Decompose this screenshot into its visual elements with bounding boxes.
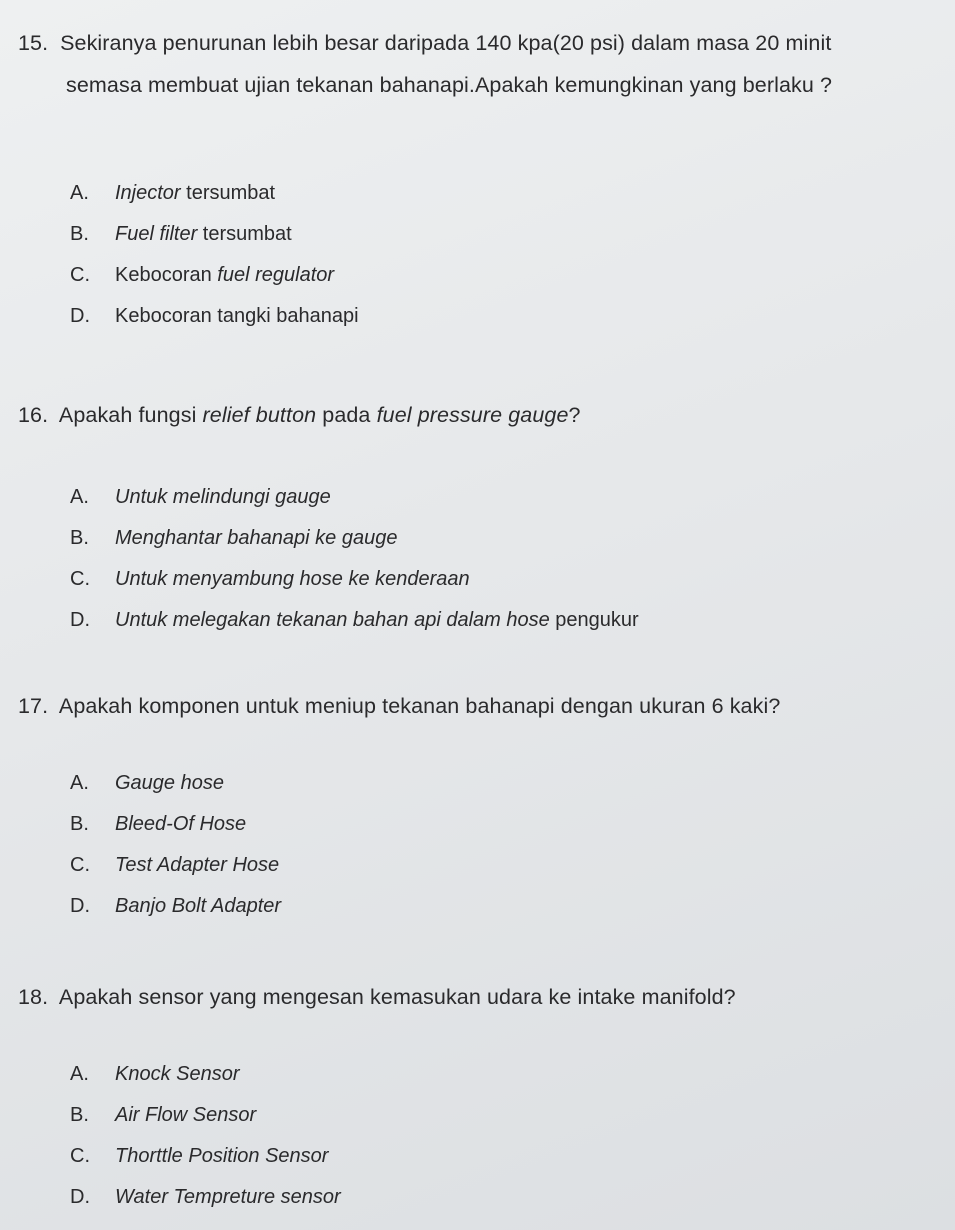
question-number: 15. bbox=[18, 31, 49, 55]
question-term: relief button bbox=[202, 403, 317, 427]
option-a bbox=[70, 763, 890, 804]
option-d bbox=[70, 600, 890, 641]
question-17 bbox=[18, 685, 943, 727]
option-letter: A. bbox=[70, 486, 89, 508]
option-c bbox=[70, 845, 890, 886]
options-17 bbox=[70, 763, 890, 927]
option-letter: B. bbox=[70, 1104, 89, 1126]
option-text: Untuk melegakan tekanan bahan api dalam hose bbox=[115, 609, 550, 631]
option-text: Banjo Bolt Adapter bbox=[115, 895, 282, 917]
option-a bbox=[70, 1054, 890, 1095]
option-text: Knock Sensor bbox=[115, 1063, 240, 1085]
option-letter: D. bbox=[70, 305, 90, 327]
question-term: fuel pressure gauge bbox=[376, 403, 569, 427]
option-letter: B. bbox=[70, 813, 89, 835]
option-letter: C. bbox=[70, 1145, 90, 1167]
question-text: pada bbox=[316, 403, 377, 427]
option-c bbox=[70, 559, 890, 600]
question-text: Apakah komponen untuk meniup tekanan bahanapi dengan ukuran 6 kaki? bbox=[58, 694, 781, 718]
options-18 bbox=[70, 1054, 890, 1218]
option-d bbox=[70, 886, 890, 927]
option-text: Untuk menyambung hose ke kenderaan bbox=[115, 568, 470, 590]
option-text-rest: pengukur bbox=[549, 609, 639, 631]
option-b bbox=[70, 214, 890, 255]
options-16 bbox=[70, 477, 890, 641]
option-letter: A. bbox=[70, 182, 89, 204]
option-c bbox=[70, 255, 890, 296]
option-term: fuel regulator bbox=[217, 264, 335, 286]
option-b bbox=[70, 804, 890, 845]
option-text: Menghantar bahanapi ke gauge bbox=[115, 527, 398, 549]
option-letter: D. bbox=[70, 895, 90, 917]
option-term: Injector bbox=[115, 182, 181, 204]
option-letter: C. bbox=[70, 854, 90, 876]
option-letter: B. bbox=[70, 527, 89, 549]
option-text: Bleed-Of Hose bbox=[115, 813, 247, 835]
option-d bbox=[70, 1177, 890, 1218]
question-number: 17. bbox=[18, 694, 49, 718]
question-16 bbox=[18, 394, 943, 436]
question-text-line1: Sekiranya penurunan lebih besar daripada 140 kpa(20 psi) dalam masa 20 minit bbox=[60, 31, 832, 55]
question-text: ? bbox=[568, 403, 581, 427]
question-text: Apakah sensor yang mengesan kemasukan udara ke intake manifold? bbox=[58, 985, 736, 1009]
option-b bbox=[70, 518, 890, 559]
question-15 bbox=[18, 22, 943, 106]
question-number: 16. bbox=[18, 403, 49, 427]
option-text: Air Flow Sensor bbox=[115, 1104, 257, 1126]
question-text: Apakah fungsi bbox=[58, 403, 203, 427]
question-18 bbox=[18, 976, 943, 1018]
option-letter: C. bbox=[70, 568, 90, 590]
options-15 bbox=[70, 173, 890, 337]
option-b bbox=[70, 1095, 890, 1136]
option-text: Gauge hose bbox=[115, 772, 224, 794]
option-text: Untuk melindungi gauge bbox=[115, 486, 331, 508]
option-text: Test Adapter Hose bbox=[115, 854, 280, 876]
option-letter: A. bbox=[70, 772, 89, 794]
option-letter: D. bbox=[70, 1186, 90, 1208]
option-text: Water Tempreture sensor bbox=[115, 1186, 341, 1208]
option-term: Fuel filter bbox=[115, 223, 198, 245]
option-letter: A. bbox=[70, 1063, 89, 1085]
option-text: tersumbat bbox=[197, 223, 292, 245]
option-c bbox=[70, 1136, 890, 1177]
option-d bbox=[70, 296, 890, 337]
option-a bbox=[70, 173, 890, 214]
option-text: Thorttle Position Sensor bbox=[115, 1145, 329, 1167]
option-a bbox=[70, 477, 890, 518]
option-letter: C. bbox=[70, 264, 90, 286]
question-number: 18. bbox=[18, 985, 49, 1009]
option-letter: B. bbox=[70, 223, 89, 245]
option-text: Kebocoran tangki bahanapi bbox=[115, 305, 359, 327]
option-letter: D. bbox=[70, 609, 90, 631]
option-text: tersumbat bbox=[180, 182, 276, 204]
question-text-line2: semasa membuat ujian tekanan bahanapi.Apakah kemungkinan yang berlaku ? bbox=[66, 73, 833, 97]
option-text: Kebocoran bbox=[115, 264, 218, 286]
